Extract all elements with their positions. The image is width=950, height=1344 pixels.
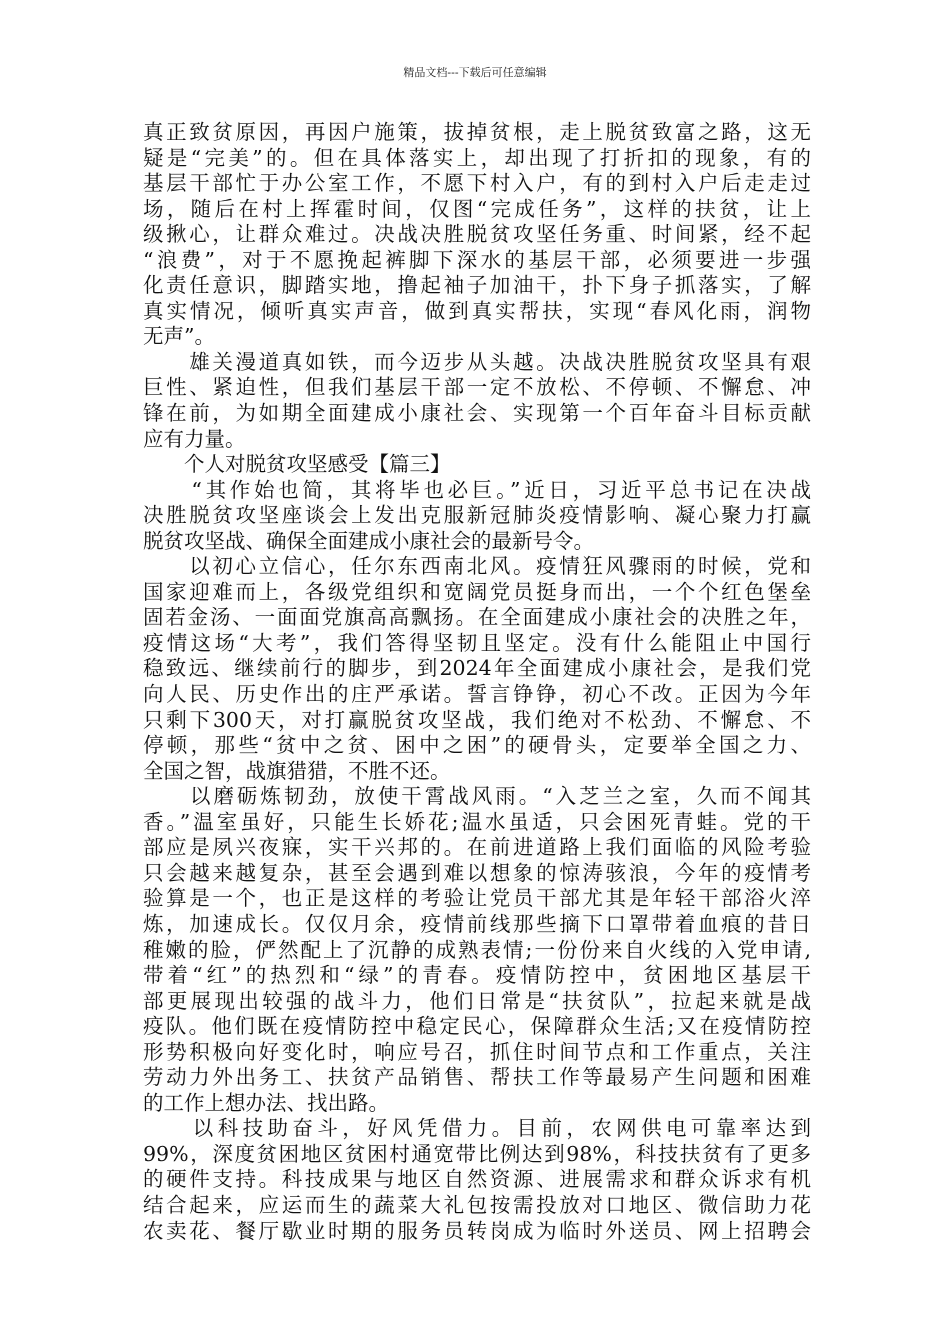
- text-line: 化责任意识，脚踏实地，撸起袖子加油干，扑下身子抓落实，了解: [143, 273, 811, 298]
- text-line: 以磨砺炼韧劲，放使干霄战风雨。“入芝兰之室，久而不闻其: [143, 784, 811, 809]
- text-line: 脱贫攻坚战、确保全面建成小康社会的最新号令。: [143, 528, 594, 553]
- text-line: 真实情况，倾听真实声音，做到真实帮扶，实现“春风化雨，润物: [143, 298, 811, 323]
- text-line: 以科技助奋斗，好风凭借力。目前，农网供电可靠率达到: [143, 1116, 811, 1141]
- text-line: 结合起来，应运而生的蔬菜大礼包按需投放对口地区、微信助力花: [143, 1192, 811, 1217]
- text-line: 国家迎难而上，各级党组织和宽阔党员挺身而出，一个个红色堡垒: [143, 579, 811, 604]
- text-line: 巨性、紧迫性，但我们基层干部一定不放松、不停顿、不懈怠、冲: [143, 375, 811, 400]
- text-line: 停顿，那些“贫中之贫、困中之困”的硬骨头，定要举全国之力、: [143, 733, 811, 758]
- text-line: 只剩下300天，对打赢脱贫攻坚战，我们绝对不松劲、不懈怠、不: [143, 707, 811, 732]
- text-line: 无声”。: [143, 324, 215, 349]
- text-line: 真正致贫原因，再因户施策，拔掉贫根，走上脱贫致富之路，这无: [143, 120, 811, 144]
- text-line: 疫队。他们既在疫情防控中稳定民心，保障群众生活;又在疫情防控: [143, 1014, 811, 1039]
- text-line: 只会越来越复杂，甚至会遇到难以想象的惊涛骇浪，今年的疫情考: [143, 860, 811, 885]
- text-line: 99%，深度贫困地区贫困村通宽带比例达到98%，科技扶贫有了更多: [143, 1141, 811, 1166]
- text-line: 部应是夙兴夜寐，实干兴邦的。在前进道路上我们面临的风险考验: [143, 835, 811, 860]
- text-line: 农卖花、餐厅歇业时期的服务员转岗成为临时外送员、网上招聘会: [143, 1218, 811, 1243]
- text-line: 决胜脱贫攻坚座谈会上发出克服新冠肺炎疫情影响、凝心聚力打赢: [143, 503, 811, 528]
- text-line: 的工作上想办法、找出路。: [143, 1090, 389, 1115]
- text-line: “浪费”，对于不愿挽起裤脚下深水的基层干部，必须要进一步强: [143, 247, 811, 272]
- text-line: 验算是一个，也正是这样的考验让党员干部尤其是年轻干部浴火淬: [143, 886, 811, 911]
- text-line: 香。”温室虽好，只能生长娇花;温水虽适，只会困死青蛙。党的干: [143, 809, 811, 834]
- text-line: 稳致远、继续前行的脚步，到2024年全面建成小康社会，是我们党: [143, 656, 811, 681]
- text-line: 场，随后在村上挥霍时间，仅图“完成任务”，这样的扶贫，让上: [143, 196, 811, 221]
- text-line: 劳动力外出务工、扶贫产品销售、帮扶工作等最易产生问题和困难: [143, 1065, 811, 1090]
- document-body: [143, 120, 811, 1244]
- text-line: 锋在前，为如期全面建成小康社会、实现第一个百年奋斗目标贡献: [143, 401, 811, 426]
- text-line: “其作始也简，其将毕也必巨。”近日，习近平总书记在决战: [143, 477, 811, 502]
- text-line: 以初心立信心，任尔东西南北风。疫情狂风骤雨的时候，党和: [143, 554, 811, 579]
- text-line: 带着“红”的热烈和“绿”的青春。疫情防控中，贫困地区基层干: [143, 963, 811, 988]
- text-line: 向人民、历史作出的庄严承诺。誓言铮铮，初心不改。正因为今年: [143, 682, 811, 707]
- text-line: 基层干部忙于办公室工作，不愿下村入户，有的到村入户后走走过: [143, 171, 811, 196]
- text-line: 疑是“完美”的。但在具体落实上，却出现了打折扣的现象，有的: [143, 145, 811, 170]
- text-line: 个人对脱贫攻坚感受【篇三】: [143, 452, 451, 477]
- text-line: 应有力量。: [143, 426, 246, 451]
- text-line: 稚嫩的脸，俨然配上了沉静的成熟表情;一份份来自火线的入党申请,: [143, 937, 811, 962]
- text-line: 级揪心，让群众难过。决战决胜脱贫攻坚任务重、时间紧，经不起: [143, 222, 811, 247]
- page-header: 精品文档---下载后可任意编辑: [403, 66, 547, 79]
- text-line: 全国之智，战旗猎猎，不胜不还。: [143, 758, 451, 783]
- text-line: 部更展现出较强的战斗力，他们日常是“扶贫队”，拉起来就是战: [143, 988, 811, 1013]
- text-line: 形势积极向好变化时，响应号召，抓住时间节点和工作重点，关注: [143, 1039, 811, 1064]
- text-line: 炼，加速成长。仅仅月余，疫情前线那些摘下口罩带着血痕的昔日: [143, 911, 811, 936]
- text-line: 疫情这场“大考”，我们答得坚韧且坚定。没有什么能阻止中国行: [143, 630, 811, 655]
- text-line: 的硬件支持。科技成果与地区自然资源、进展需求和群众诉求有机: [143, 1167, 811, 1192]
- text-line: 固若金汤、一面面党旗高高飘扬。在全面建成小康社会的决胜之年，: [143, 605, 811, 630]
- text-line: 雄关漫道真如铁，而今迈步从头越。决战决胜脱贫攻坚具有艰: [143, 349, 811, 374]
